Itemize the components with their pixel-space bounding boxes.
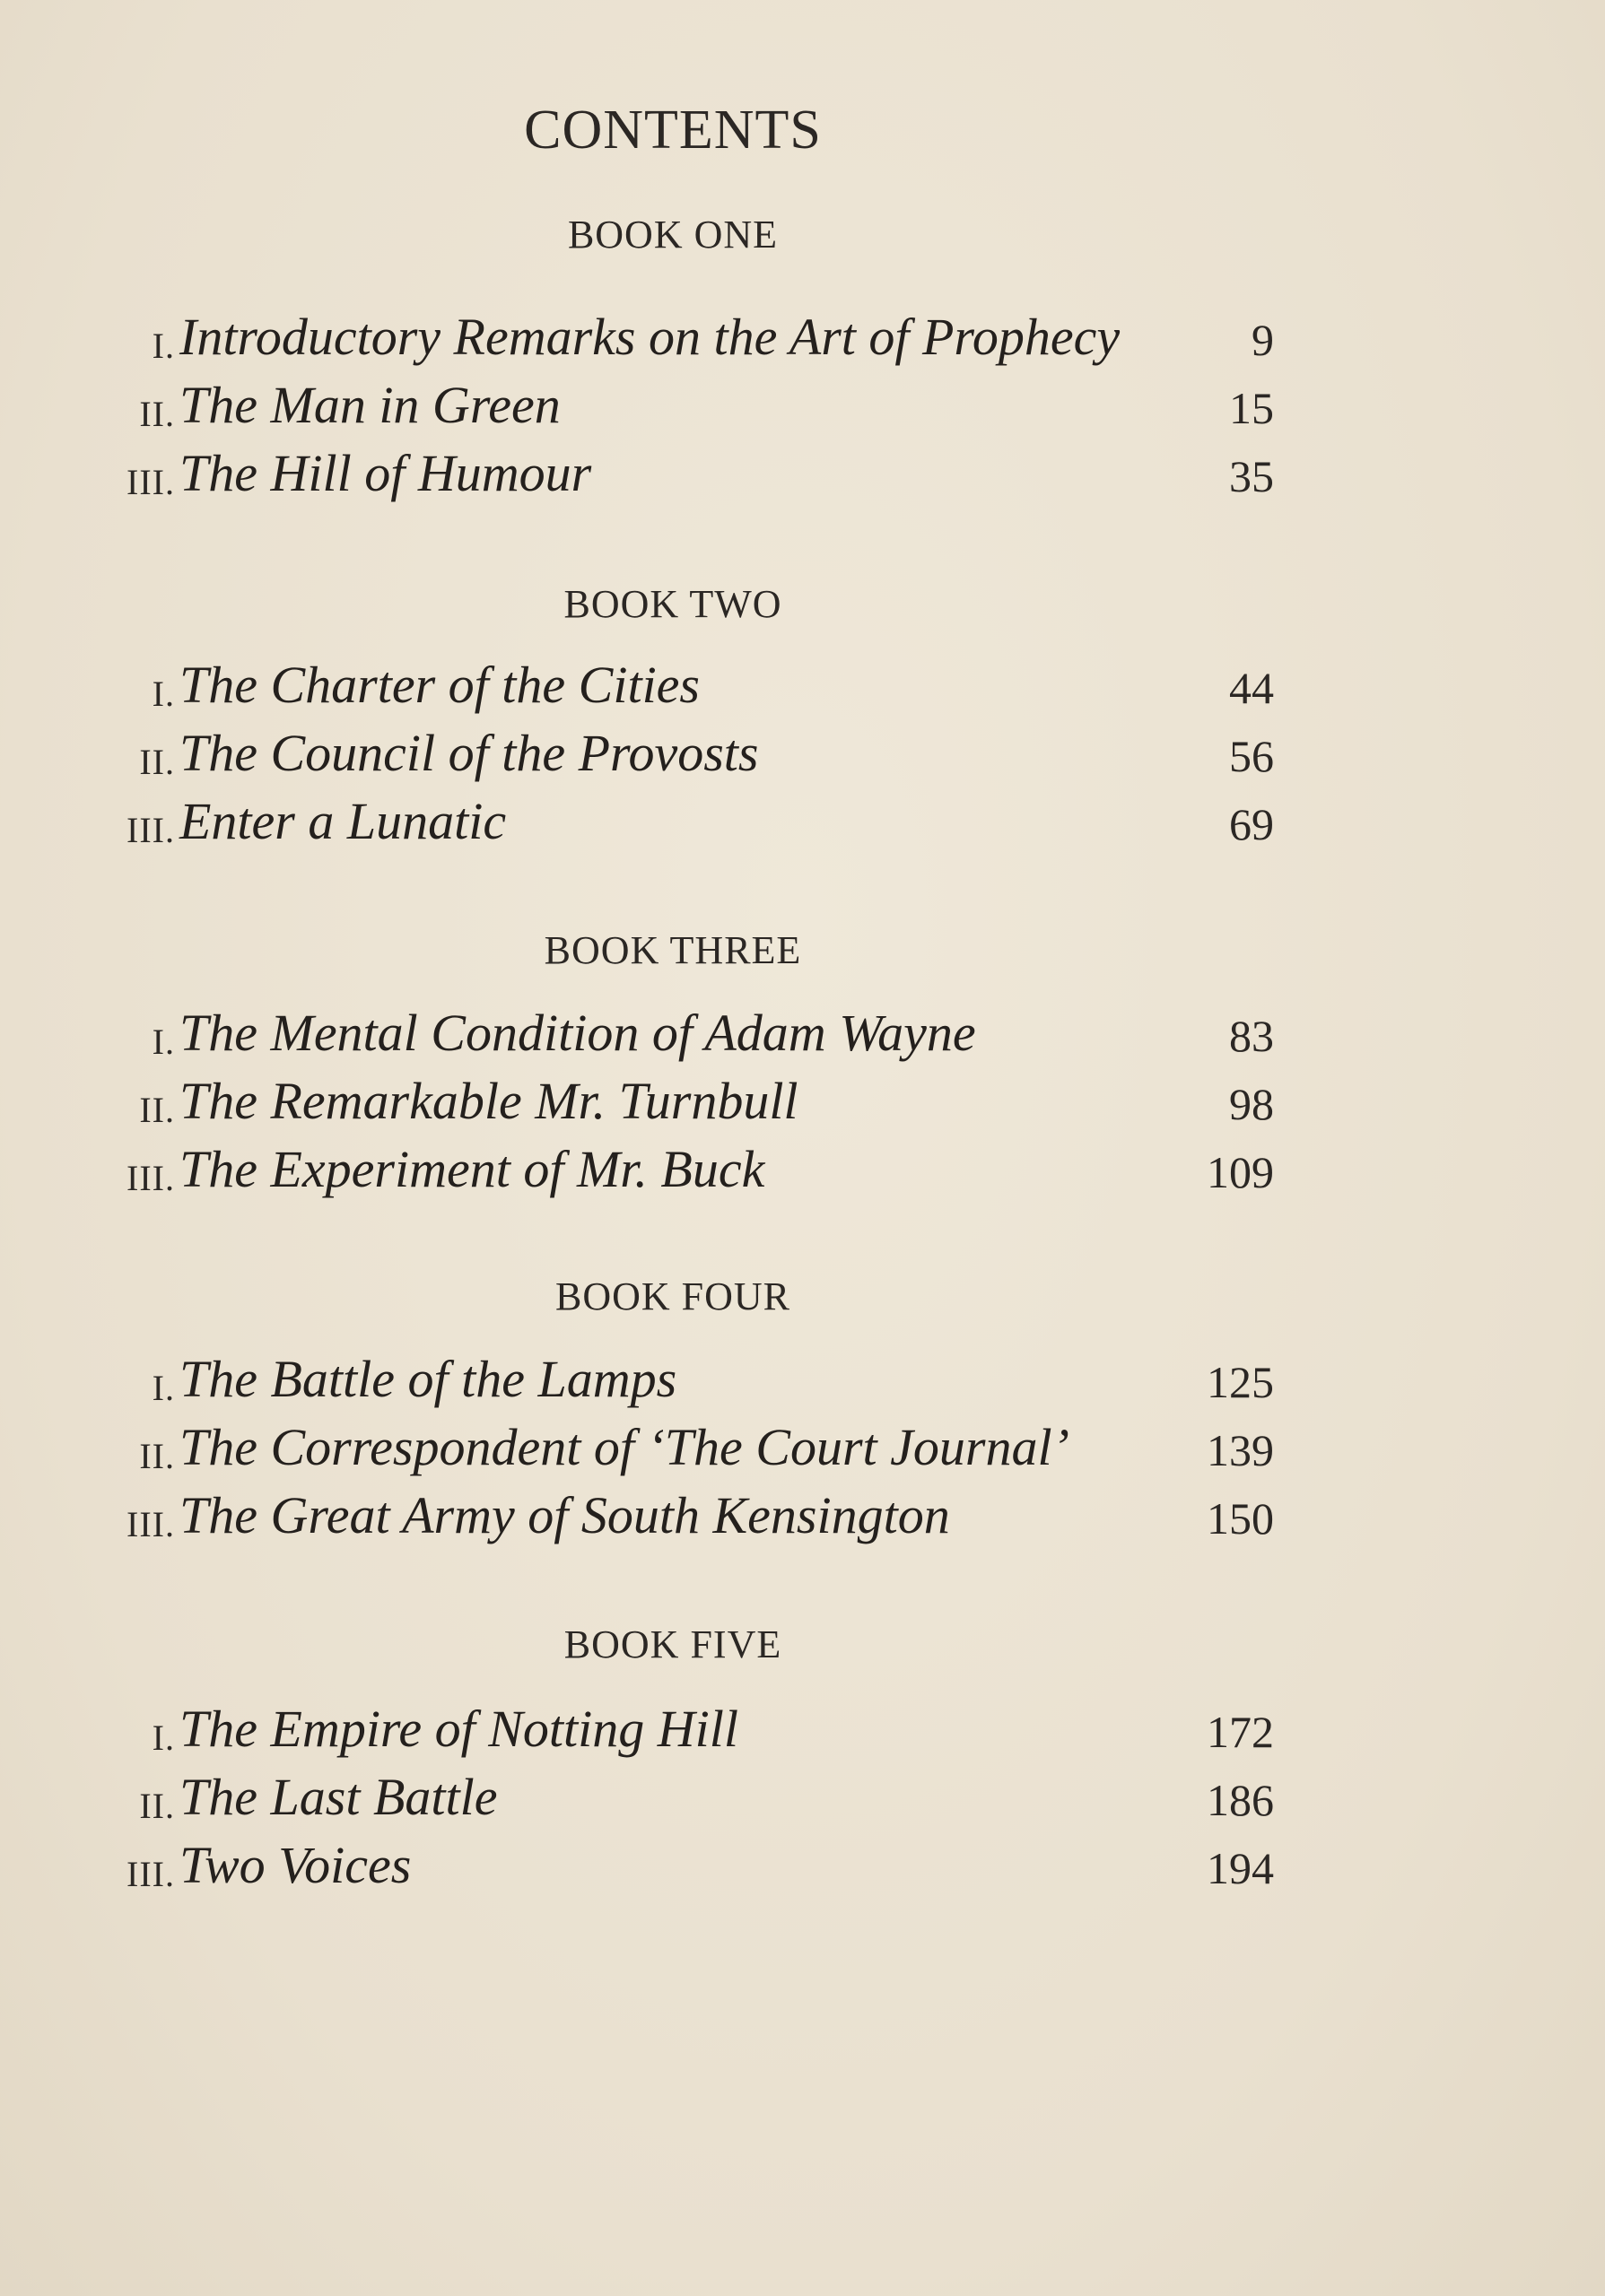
- toc-entry[interactable]: [0, 1699, 1605, 1770]
- chapter-title: The Empire of Notting Hill: [179, 1700, 738, 1758]
- page-number: 35: [1229, 451, 1274, 501]
- chapter-title: The Last Battle: [179, 1768, 498, 1826]
- page-number: 109: [1207, 1147, 1274, 1197]
- page-number: 194: [1207, 1843, 1274, 1893]
- toc-entry[interactable]: [0, 307, 1605, 378]
- page-number: 172: [1207, 1707, 1274, 1757]
- toc-entry[interactable]: [0, 791, 1605, 863]
- chapter-title: The Battle of the Lamps: [179, 1350, 677, 1408]
- chapter-title: The Hill of Humour: [179, 444, 592, 502]
- chapter-title: The Council of the Provosts: [179, 724, 759, 782]
- page-number: 9: [1252, 315, 1274, 365]
- chapter-number: II.: [139, 1090, 175, 1130]
- chapter-number: III.: [126, 1504, 175, 1544]
- page-number: 69: [1229, 799, 1274, 849]
- book-heading-two: BOOK TWO: [563, 582, 782, 626]
- chapter-title: The Man in Green: [179, 376, 561, 434]
- chapter-title: The Great Army of South Kensington: [179, 1486, 950, 1544]
- toc-entry[interactable]: [0, 723, 1605, 795]
- chapter-number: III.: [126, 1158, 175, 1198]
- chapter-number: III.: [126, 462, 175, 502]
- toc-entry[interactable]: [0, 375, 1605, 447]
- toc-entry[interactable]: [0, 1485, 1605, 1557]
- book-heading-five: BOOK FIVE: [563, 1622, 782, 1666]
- chapter-title: Introductory Remarks on the Art of Prophecy: [179, 308, 1121, 366]
- chapter-number: II.: [139, 742, 175, 782]
- chapter-number: II.: [139, 1786, 175, 1826]
- chapter-number: I.: [152, 326, 175, 366]
- page-number: 150: [1207, 1493, 1274, 1544]
- chapter-number: I.: [152, 1718, 175, 1758]
- book-heading-one: BOOK ONE: [567, 213, 779, 257]
- book-heading-four: BOOK FOUR: [554, 1274, 791, 1318]
- toc-entry[interactable]: [0, 1071, 1605, 1143]
- toc-entry[interactable]: [0, 1835, 1605, 1907]
- chapter-number: III.: [126, 810, 175, 850]
- toc-entry[interactable]: [0, 1349, 1605, 1421]
- toc-entry[interactable]: [0, 1139, 1605, 1211]
- chapter-number: III.: [126, 1854, 175, 1894]
- chapter-title: The Correspondent of ‘The Court Journal’: [179, 1418, 1069, 1476]
- toc-entry[interactable]: [0, 443, 1605, 515]
- chapter-title: Two Voices: [179, 1836, 412, 1894]
- page-number: 44: [1229, 663, 1274, 713]
- toc-entry[interactable]: [0, 1417, 1605, 1489]
- chapter-number: II.: [139, 1436, 175, 1476]
- page-number: 15: [1229, 383, 1274, 433]
- page-number: 139: [1207, 1425, 1274, 1475]
- page-number: 98: [1229, 1079, 1274, 1129]
- book-heading-three: BOOK THREE: [544, 928, 802, 972]
- page-number: 186: [1207, 1775, 1274, 1825]
- toc-entry[interactable]: [0, 1003, 1605, 1074]
- page-number: 56: [1229, 731, 1274, 781]
- page-title: CONTENTS: [524, 100, 822, 161]
- chapter-number: I.: [152, 674, 175, 714]
- chapter-title: Enter a Lunatic: [179, 792, 507, 850]
- chapter-title: The Experiment of Mr. Buck: [179, 1140, 765, 1198]
- chapter-title: The Remarkable Mr. Turnbull: [179, 1072, 798, 1130]
- page-number: 83: [1229, 1011, 1274, 1061]
- chapter-number: II.: [139, 394, 175, 434]
- chapter-number: I.: [152, 1022, 175, 1062]
- chapter-title: The Charter of the Cities: [179, 656, 700, 714]
- chapter-title: The Mental Condition of Adam Wayne: [179, 1004, 976, 1062]
- chapter-number: I.: [152, 1368, 175, 1408]
- toc-entry[interactable]: [0, 1767, 1605, 1839]
- page-number: 125: [1207, 1357, 1274, 1407]
- toc-entry[interactable]: [0, 655, 1605, 726]
